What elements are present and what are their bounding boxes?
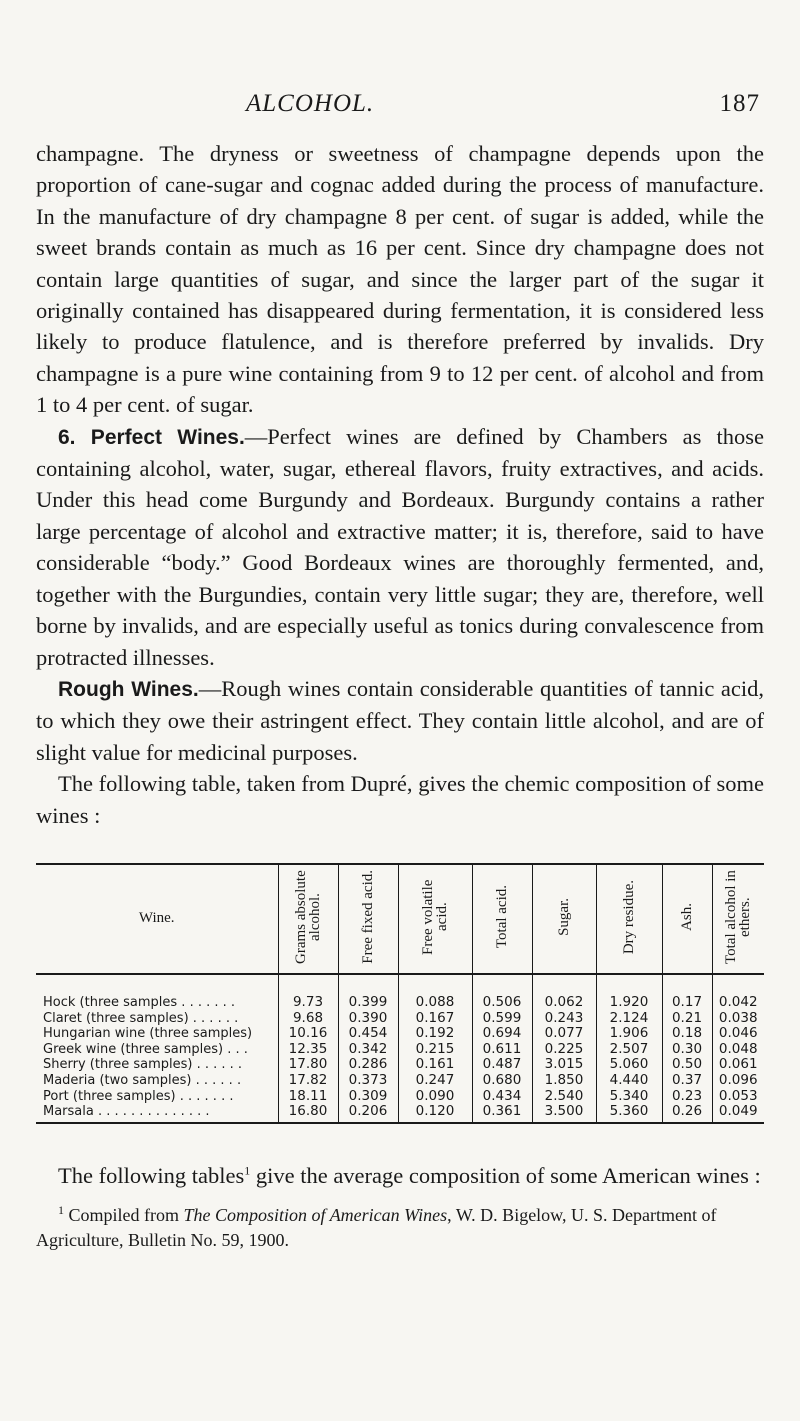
value-cell: 0.599	[472, 1011, 532, 1027]
value-cell: 0.694	[472, 1026, 532, 1042]
value-cell: 0.077	[532, 1026, 596, 1042]
column-header-total-acid: Total acid.	[472, 864, 532, 974]
column-header-total-alcohol-in-ethers: Total alcohol in ethers.	[712, 864, 764, 974]
table-row	[36, 1089, 764, 1105]
footnote-suffix: , W. D. Bigelow, U. S. Department of Agriculture, Bulletin No. 59, 1900.	[36, 1204, 717, 1250]
value-cell: 0.309	[338, 1089, 398, 1105]
value-cell: 0.286	[338, 1057, 398, 1073]
table-row	[36, 1073, 764, 1089]
wine-name-cell: Sherry (three samples) . . . . . .	[43, 1057, 243, 1073]
american-wines-text: The following tables	[58, 1162, 245, 1188]
value-cell: 0.399	[338, 974, 398, 1011]
section-heading-rough-wines: Rough Wines.	[58, 677, 199, 701]
page-number: 187	[719, 90, 760, 117]
running-title: ALCOHOL.	[246, 90, 375, 117]
paragraph-perfect-wines-text: —Perfect wines are defined by Chambers as those containing alcohol, water, sugar, ethereal flavors, fruity extractives, and acids. Under this head come Burgundy and Bordeaux. Burgundy contains a rather large percentage of alcohol and extractive matter; it is, therefore, said to have considerable “body.” Good Bordeaux wines are thoroughly fermented, and, together with the Burgundies, contain very little sugar; they are, therefore, well borne by invalids, and are especially useful as tonics during convalescence from protracted illnesses.	[36, 423, 764, 670]
column-header-sugar: Sugar.	[532, 864, 596, 974]
value-cell: 17.80	[278, 1057, 338, 1073]
table-header-row	[36, 864, 764, 974]
value-cell: 0.373	[338, 1073, 398, 1089]
column-header-wine: Wine.	[36, 864, 278, 974]
value-cell: 9.73	[278, 974, 338, 1011]
column-header-free-fixed-acid: Free fixed acid.	[338, 864, 398, 974]
american-wines-intro	[36, 1160, 764, 1191]
table-body	[36, 974, 764, 1123]
wine-name-cell: Greek wine (three samples) . . .	[43, 1041, 248, 1057]
value-cell: 0.243	[532, 1011, 596, 1027]
value-cell: 12.35	[278, 1042, 338, 1058]
value-cell: 0.434	[472, 1089, 532, 1105]
value-cell: 0.680	[472, 1073, 532, 1089]
wine-composition-table	[36, 863, 764, 1124]
table-row	[36, 1057, 764, 1073]
value-cell: 5.360	[596, 1104, 662, 1123]
value-cell: 0.454	[338, 1026, 398, 1042]
value-cell: 0.37	[662, 1073, 712, 1089]
value-cell: 10.16	[278, 1026, 338, 1042]
value-cell: 0.048	[712, 1042, 764, 1058]
column-header-free-volatile-acid: Free volatile acid.	[398, 864, 472, 974]
value-cell: 3.500	[532, 1104, 596, 1123]
value-cell: 2.540	[532, 1089, 596, 1105]
value-cell: 0.167	[398, 1011, 472, 1027]
footnote	[36, 1203, 764, 1253]
value-cell: 0.18	[662, 1026, 712, 1042]
value-cell: 0.161	[398, 1057, 472, 1073]
value-cell: 2.124	[596, 1011, 662, 1027]
value-cell: 0.21	[662, 1011, 712, 1027]
value-cell: 0.215	[398, 1042, 472, 1058]
value-cell: 0.506	[472, 974, 532, 1011]
value-cell: 2.507	[596, 1042, 662, 1058]
value-cell: 0.042	[712, 974, 764, 1011]
value-cell: 0.049	[712, 1104, 764, 1123]
value-cell: 1.920	[596, 974, 662, 1011]
running-head	[36, 60, 764, 117]
value-cell: 0.390	[338, 1011, 398, 1027]
value-cell: 0.061	[712, 1057, 764, 1073]
value-cell: 0.096	[712, 1073, 764, 1089]
value-cell: 5.060	[596, 1057, 662, 1073]
wine-name-cell: Hungarian wine (three samples)	[43, 1026, 253, 1042]
value-cell: 1.850	[532, 1073, 596, 1089]
value-cell: 0.342	[338, 1042, 398, 1058]
paragraph-rough-wines	[36, 673, 764, 768]
table-row	[36, 1042, 764, 1058]
column-header-ash: Ash.	[662, 864, 712, 974]
paragraph-champagne: champagne. The dryness or sweetness of champagne depends upon the proportion of cane-sugar and cognac added during the process of manufacture. In the manufacture of dry champagne 8 per cent. of sugar is added, while the sweet brands contain as much as 16 per cent. Since dry champagne does not contain large quantities of sugar, and since the larger part of the sugar it originally contained has disappeared during fermentation, it is considered less likely to produce flatulence, and is therefore preferred by invalids. Dry champagne is a pure wine containing from 9 to 12 per cent. of alcohol and from 1 to 4 per cent. of sugar.	[36, 141, 764, 418]
footnote-reference: 1	[244, 1163, 251, 1178]
table-row	[36, 1104, 764, 1123]
value-cell: 0.26	[662, 1104, 712, 1123]
section-heading-perfect-wines: 6. Perfect Wines.	[58, 425, 245, 449]
american-wines-text-rest: give the average composition of some American wines :	[250, 1162, 761, 1188]
value-cell: 0.088	[398, 974, 472, 1011]
value-cell: 4.440	[596, 1073, 662, 1089]
value-cell: 0.062	[532, 974, 596, 1011]
value-cell: 0.50	[662, 1057, 712, 1073]
footnote-marker: 1	[58, 1202, 64, 1217]
table-row	[36, 974, 764, 1011]
book-page	[36, 60, 764, 1253]
value-cell: 16.80	[278, 1104, 338, 1123]
paragraph-perfect-wines	[36, 421, 764, 673]
value-cell: 18.11	[278, 1089, 338, 1105]
paragraph-table-intro: The following table, taken from Dupré, gives the chemic composition of some wines :	[36, 771, 764, 828]
body-text	[36, 138, 764, 831]
value-cell: 0.361	[472, 1104, 532, 1123]
wine-name-cell: Port (three samples) . . . . . . .	[43, 1088, 234, 1104]
value-cell: 9.68	[278, 1011, 338, 1027]
footnote-cited-title: The Composition of American Wines	[183, 1204, 448, 1225]
value-cell: 0.247	[398, 1073, 472, 1089]
wine-name-cell: Marsala . . . . . . . . . . . . . .	[36, 1104, 278, 1123]
table-row	[36, 1011, 764, 1027]
value-cell: 0.23	[662, 1089, 712, 1105]
footnote-prefix: Compiled from	[64, 1204, 184, 1225]
value-cell: 0.206	[338, 1104, 398, 1123]
value-cell: 0.090	[398, 1089, 472, 1105]
value-cell: 5.340	[596, 1089, 662, 1105]
value-cell: 0.053	[712, 1089, 764, 1105]
paragraph-rough-wines-text: —Rough wines contain considerable quantities of tannic acid, to which they owe their astringent effect. They contain little alcohol, and are of slight value for medicinal purposes.	[36, 675, 764, 765]
value-cell: 0.120	[398, 1104, 472, 1123]
value-cell: 0.046	[712, 1026, 764, 1042]
column-header-alcohol: Grams absolute alcohol.	[278, 864, 338, 974]
wine-name-cell: Claret (three samples) . . . . . .	[43, 1010, 239, 1026]
value-cell: 0.225	[532, 1042, 596, 1058]
value-cell: 0.038	[712, 1011, 764, 1027]
value-cell: 0.611	[472, 1042, 532, 1058]
value-cell: 0.30	[662, 1042, 712, 1058]
value-cell: 1.906	[596, 1026, 662, 1042]
value-cell: 0.487	[472, 1057, 532, 1073]
wine-name-cell: Maderia (two samples) . . . . . .	[43, 1072, 242, 1088]
value-cell: 0.192	[398, 1026, 472, 1042]
table-row	[36, 1026, 764, 1042]
value-cell: 17.82	[278, 1073, 338, 1089]
wine-composition-table-wrap	[36, 863, 764, 1124]
wine-name-cell: Hock (three samples . . . . . . .	[43, 994, 236, 1010]
column-header-dry-residue: Dry residue.	[596, 864, 662, 974]
value-cell: 0.17	[662, 974, 712, 1011]
value-cell: 3.015	[532, 1057, 596, 1073]
